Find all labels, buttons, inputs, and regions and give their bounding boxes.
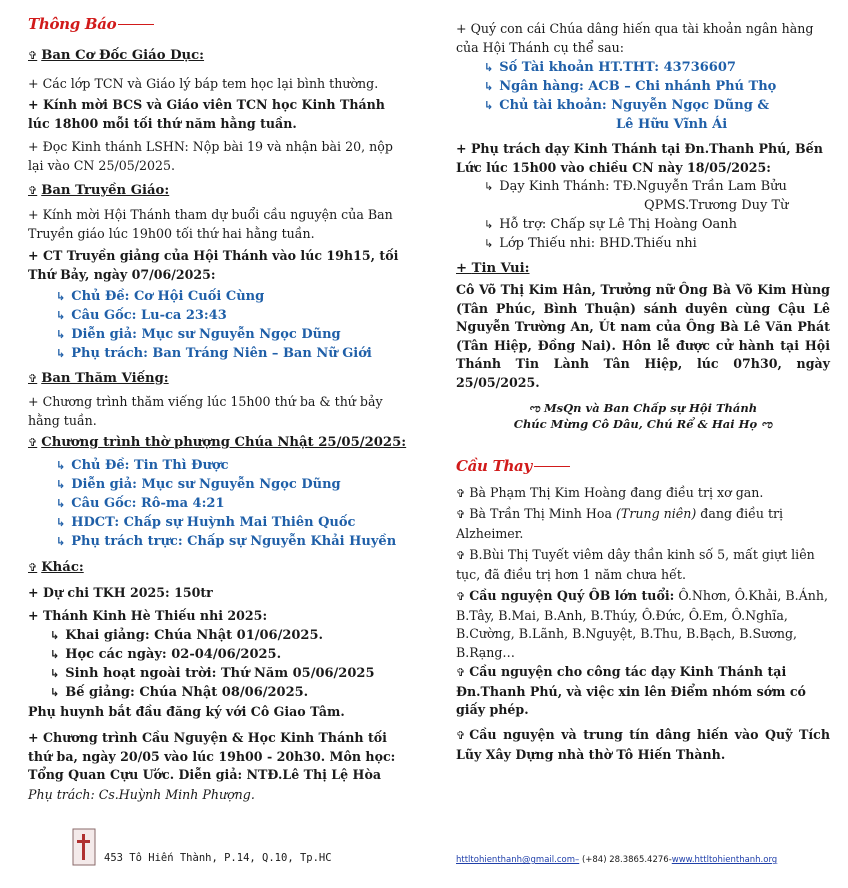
cdgd-line3: + Đọc Kinh thánh LSHN: Nộp bài 19 và nhận bài 20, nộp lại vào CN 25/05/2025.	[28, 139, 393, 173]
phone-text: (+84) 28.3865.4276-	[581, 855, 672, 865]
arrow-icon: ↳	[56, 497, 66, 510]
cdgd-line2: + Kính mời BCS và Giáo viên TCN học Kinh Thánh lúc 18h00 mỗi tối thứ năm hằng tuần.	[28, 97, 385, 131]
tg-line1: + Kính mời Hội Thánh tham dự buổi cầu nguyện của Ban Truyền giáo lúc 19h00 tối thứ hai hằng tuần.	[28, 207, 393, 241]
list-item: ↳ Chủ Đề: Tin Thì Được	[56, 458, 229, 473]
tp-list	[28, 456, 408, 551]
khac-line2: + Thánh Kinh Hè Thiếu nhi 2025:	[28, 608, 268, 623]
list-item: ↳ Diễn giả: Mục sư Nguyễn Ngọc Dũng	[56, 327, 341, 342]
arrow-icon: ↳	[56, 347, 66, 360]
arrow-icon: ↳	[56, 516, 66, 529]
cdgd-line1: + Các lớp TCN và Giáo lý báp tem học lại bình thường.	[28, 76, 379, 91]
cau-thay-title: Cầu Thay	[456, 457, 532, 475]
section-title-cau-thay	[456, 456, 570, 475]
heading-truyen-giao: ✞ Ban Truyền Giáo:	[28, 183, 170, 198]
arrow-icon: ↳	[484, 61, 494, 74]
arrow-icon: ↳	[50, 667, 60, 680]
footer-address: 453 Tô Hiến Thành, P.14, Q.10, Tp.HC	[104, 852, 332, 864]
flourish-icon: ಌ	[528, 401, 544, 415]
church-logo-icon	[72, 828, 96, 866]
list-item: ↳ Diễn giả: Mục sư Nguyễn Ngọc Dũng	[56, 477, 341, 492]
list-item: QPMS.Trương Duy Từ	[644, 198, 789, 213]
sign-line2: Chúc Mừng Cô Dâu, Chú Rể & Hai Họ ಌ	[513, 417, 773, 431]
cross-icon: ✞	[456, 508, 466, 521]
tv-line1: + Chương trình thăm viếng lúc 15h00 thứ ba & thứ bảy hằng tuần.	[28, 394, 383, 428]
prayer-item: ✞ Cầu nguyện cho công tác dạy Kinh Thánh tại Đn.Thanh Phú, và việc xin lên Điểm nhóm sớm có giấy phép.	[456, 664, 806, 717]
prayer-item: ✞ B.Bùi Thị Tuyết viêm dây thần kinh số 5, mất giựt liên tục, đã điều trị hơn 1 năm chưa hết.	[456, 547, 815, 582]
arrow-icon: ↳	[484, 80, 494, 93]
khac-line3: Phụ huynh bắt đầu đăng ký với Cô Giao Tâm.	[28, 704, 345, 719]
khac-list	[28, 626, 408, 702]
footer-contact	[456, 855, 777, 865]
cross-icon: ✞	[28, 561, 38, 574]
arrow-icon: ↳	[56, 290, 66, 303]
email-link[interactable]: httltohienthanh@gmail.com–	[456, 855, 580, 865]
church-logo	[72, 828, 96, 870]
cross-icon: ✞	[456, 590, 466, 603]
prayer-item: ✞ Bà Trần Thị Minh Hoa (Trung niên) đang điều trị Alzheimer.	[456, 506, 784, 541]
list-item: ↳ Câu Gốc: Rô-ma 4:21	[56, 496, 225, 511]
cross-icon: ✞	[456, 666, 466, 679]
heading-tham-vieng: ✞ Ban Thăm Viếng:	[28, 371, 169, 386]
cross-icon: ✞	[28, 436, 38, 449]
class-list	[456, 177, 830, 253]
heading-tho-phuong: ✞ Chương trình thờ phượng Chúa Nhật 25/05/2025:	[28, 435, 407, 450]
list-item: ↳ Sinh hoạt ngoài trời: Thứ Năm 05/06/2025	[50, 666, 375, 681]
heading-tin-vui: + Tin Vui:	[456, 261, 530, 276]
list-item: ↳ Chủ Đề: Cơ Hội Cuối Cùng	[56, 289, 265, 304]
cross-icon: ✞	[28, 49, 38, 62]
arrow-icon: ↳	[50, 629, 60, 642]
cross-icon: ✞	[456, 549, 466, 562]
list-item: ↳ HDCT: Chấp sự Huỳnh Mai Thiên Quốc	[56, 515, 356, 530]
class-title: + Phụ trách dạy Kinh Thánh tại Đn.Thanh Phú, Bến Lức lúc 15h00 vào chiều CN này 18/05/2025:	[456, 141, 823, 175]
cross-icon: ✞	[28, 184, 38, 197]
arrow-icon: ↳	[56, 535, 66, 548]
list-item: ↳ Phụ trách: Ban Tráng Niên – Ban Nữ Giới	[56, 346, 372, 361]
khac-line1: + Dự chi TKH 2025: 150tr	[28, 585, 213, 600]
list-item: ↳ Lớp Thiếu nhi: BHD.Thiếu nhi	[484, 236, 697, 251]
khac-line5: Phụ trách: Cs.Huỳnh Minh Phượng.	[28, 787, 255, 802]
list-item: ↳ Khai giảng: Chúa Nhật 01/06/2025.	[50, 628, 324, 643]
list-item: ↳ Học các ngày: 02-04/06/2025.	[50, 647, 282, 662]
arrow-icon: ↳	[56, 328, 66, 341]
tg-line2: + CT Truyền giảng của Hội Thánh vào lúc 19h15, tối Thứ Bảy, ngày 07/06/2025:	[28, 248, 399, 282]
list-item: ↳ Hỗ trợ: Chấp sự Lê Thị Hoàng Oanh	[484, 217, 738, 232]
list-item: ↳ Câu Gốc: Lu-ca 23:43	[56, 308, 227, 323]
arrow-icon: ↳	[50, 648, 60, 661]
prayer-item: ✞ Cầu nguyện Quý ÔB lớn tuổi: Ô.Nhơn, Ô.Khải, B.Ánh, B.Tây, B.Mai, B.Anh, B.Thúy, Ô.Đức, Ô.Em, Ô.Nghĩa, B.Cường, B.Lãnh, B.Nguyệt, B.Thu, B.Bạch, B.Sương, B.Rạng…	[456, 588, 828, 660]
cross-icon: ✞	[456, 729, 466, 742]
list-item: ↳ Bế giảng: Chúa Nhật 08/06/2025.	[50, 685, 309, 700]
bank-intro: + Quý con cái Chúa dâng hiến qua tài khoản ngân hàng của Hội Thánh cụ thể sau:	[456, 21, 814, 55]
heading-co-doc-giao-duc: ✞ Ban Cơ Đốc Giáo Dục:	[28, 48, 205, 63]
sign-line1: ಌ MsQn và Ban Chấp sự Hội Thánh	[528, 401, 758, 415]
flourish-icon: ಌ	[757, 417, 773, 431]
arrow-icon: ↳	[56, 478, 66, 491]
list-item: ↳ Dạy Kinh Thánh: TĐ.Nguyễn Trần Lam Bửu	[484, 179, 787, 194]
prayer-item: ✞ Bà Phạm Thị Kim Hoàng đang điều trị xơ gan.	[456, 485, 764, 500]
heading-khac: ✞ Khác:	[28, 560, 84, 575]
arrow-icon: ↳	[484, 99, 494, 112]
tg-list	[28, 287, 408, 363]
section-title-thong-bao	[28, 14, 154, 33]
arrow-icon: ↳	[484, 237, 494, 250]
website-link[interactable]: www.httltohienthanh.org	[671, 855, 778, 865]
thong-bao-title: Thông Báo	[28, 15, 117, 33]
tin-vui-body: Cô Võ Thị Kim Hân, Trưởng nữ Ông Bà Võ Kim Hùng (Tân Phúc, Bình Thuận) sánh duyên cùng Cậu Lê Nguyễn Trường An, Út nam của Ông Bà Lê Văn Phát (Tân Hiệp, Đồng Nai). Hôn lễ được cử hành tại Hội Thánh Tin Lành Tân Hiệp, lúc 07h30, ngày 25/05/2025.	[456, 282, 830, 390]
cross-icon: ✞	[456, 487, 466, 500]
list-item: ↳ Số Tài khoản HT.THT: 43736607	[484, 60, 736, 75]
bank-list	[456, 58, 830, 134]
khac-line4: + Chương trình Cầu Nguyện & Học Kinh Thánh tối thứ ba, ngày 20/05 vào lúc 19h00 - 20h30. Môn học: Tổng Quan Cựu Ước. Diễn giả: NTĐ.Lê Thị Lệ Hòa	[28, 730, 396, 782]
cross-icon: ✞	[28, 372, 38, 385]
arrow-icon: ↳	[50, 686, 60, 699]
prayer-item: ✞ Cầu nguyện và trung tín dâng hiến vào Quỹ Tích Lũy Xây Dựng nhà thờ Tô Hiến Thành.	[456, 727, 830, 762]
list-item: Lê Hữu Vĩnh Ái	[616, 117, 728, 132]
arrow-icon: ↳	[484, 218, 494, 231]
arrow-icon: ↳	[56, 309, 66, 322]
arrow-icon: ↳	[484, 180, 494, 193]
list-item: ↳ Chủ tài khoản: Nguyễn Ngọc Dũng &	[484, 98, 770, 113]
arrow-icon: ↳	[56, 459, 66, 472]
list-item: ↳ Ngân hàng: ACB – Chi nhánh Phú Thọ	[484, 79, 777, 94]
list-item: ↳ Phụ trách trực: Chấp sự Nguyễn Khải Huyền	[56, 534, 397, 549]
